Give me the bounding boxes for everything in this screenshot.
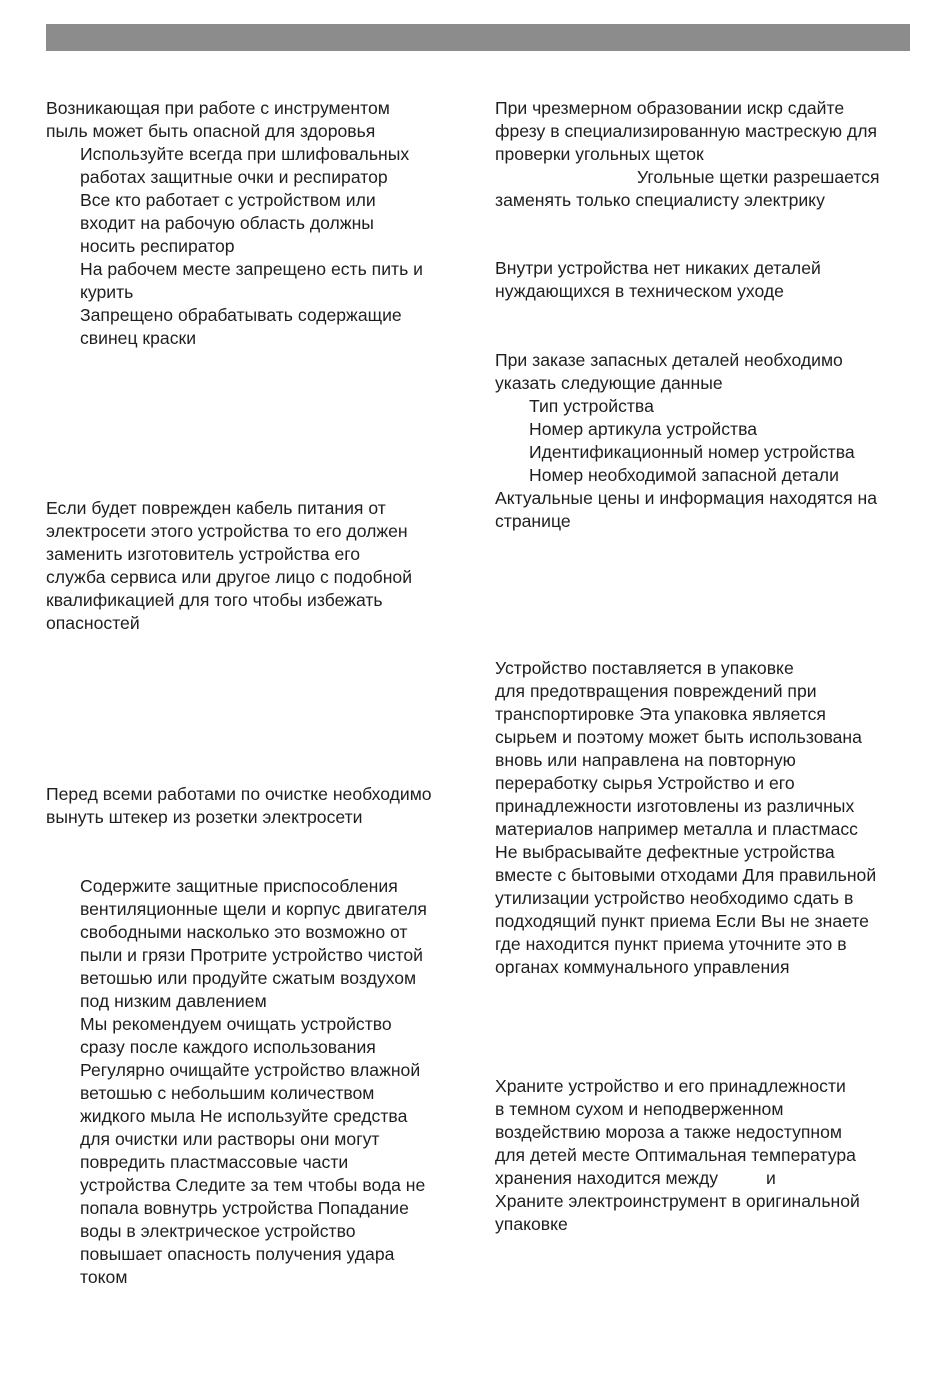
text-line: Храните электроинструмент в оригинальной [495,1191,860,1211]
text-line: электросети этого устройства то его должен [46,521,408,541]
text-line: странице [495,511,571,531]
text-line: транспортировке Эта упаковка является [495,704,826,724]
text-line: Храните устройство и его принадлежности [495,1076,846,1096]
text-line: Устройство поставляется в упаковке [495,658,794,678]
packaging-section [495,657,876,979]
text-line: входит на рабочую область должны [80,213,374,233]
text-line: для очистки или растворы они могут [80,1129,380,1149]
text-line: устройства Следите за тем чтобы вода не [80,1175,426,1195]
text-line: вынуть штекер из розетки электросети [46,807,363,827]
text-line: Мы рекомендуем очищать устройство [80,1014,392,1034]
text-line: органах коммунального управления [495,957,790,977]
text-line: током [80,1267,128,1287]
text-line: При заказе запасных деталей необходимо [495,350,843,370]
text-line: проверки угольных щеток [495,144,704,164]
text-line: сразу после каждого использования [80,1037,376,1057]
maintenance-section [495,257,821,303]
text-line: ветошью или продуйте сжатым воздухом [80,968,417,988]
text-line: нуждающихся в техническом уходе [495,281,784,301]
text-line [495,1167,860,1190]
text-line: подходящий пункт приема Если Вы не знаете [495,911,869,931]
text-line: Если будет поврежден кабель питания от [46,498,386,518]
text-line: в темном сухом и неподверженном [495,1099,784,1119]
spare-parts-section [495,349,877,533]
list-item: Номер артикула устройства [529,419,757,439]
text-line: где находится пункт приема уточните это в [495,934,847,954]
text-line: Угольные щетки разрешается [637,167,880,187]
text-line: На рабочем месте запрещено есть пить и [80,259,423,279]
header-bar [46,24,910,51]
text-line: попала вовнутрь устройства Попадание [80,1198,409,1218]
list-item: Идентификационный номер устройства [529,442,855,462]
text-line: Запрещено обрабатывать содержащие [80,305,402,325]
text-line: Актуальные цены и информация находятся на [495,488,878,508]
text-line: для предотвращения повреждений при [495,681,817,701]
text-line: под низким давлением [80,991,267,1011]
text-line: упаковке [495,1214,568,1234]
text-line: для детей месте Оптимальная температура [495,1145,856,1165]
text-line: воды в электрическое устройство [80,1221,356,1241]
sparks-section [495,97,880,212]
text-line: свободными насколько это возможно от [80,922,408,942]
text-line: Регулярно очищайте устройство влажной [80,1060,421,1080]
text-line: заменить изготовитель устройства его [46,544,361,564]
dust-warning-section [46,97,423,350]
text-line: ветошью с небольшим количеством [80,1083,375,1103]
text-line: служба сервиса или другое лицо с подобной [46,567,413,587]
text-line: Возникающая при работе с инструментом [46,98,390,118]
text-line: курить [80,282,134,302]
text-line: воздействию мороза а также недоступном [495,1122,842,1142]
power-cable-section [46,497,412,635]
text-line: повышает опасность получения удара [80,1244,395,1264]
text-line: повредить пластмассовые части [80,1152,349,1172]
text-line: пыль может быть опасной для здоровья [46,121,376,141]
text-line: переработку сырья Устройство и его [495,773,795,793]
cleaning-section [46,783,432,829]
text-line: пыли и грязи Протрите устройство чистой [80,945,424,965]
text-line: указать следующие данные [495,373,723,393]
list-item: Тип устройства [529,396,654,416]
text-line: вместе с бытовыми отходами Для правильной [495,865,877,885]
storage-temperature-and: и [766,1168,776,1188]
text-line: квалификацией для того чтобы избежать [46,590,383,610]
care-instructions-section [46,875,427,1289]
text-line: сырьем и поэтому может быть использована [495,727,862,747]
text-line: вентиляционные щели и корпус двигателя [80,899,427,919]
storage-section [495,1075,860,1236]
text-line: При чрезмерном образовании искр сдайте [495,98,845,118]
text-line: опасностей [46,613,140,633]
text-line: Все кто работает с устройством или [80,190,376,210]
text-line: Внутри устройства нет никаких деталей [495,258,821,278]
text-line: Используйте всегда при шлифовальных [80,144,410,164]
text-line: жидкого мыла Не используйте средства [80,1106,408,1126]
text-line: утилизации устройство необходимо сдать в [495,888,854,908]
text-line: свинец краски [80,328,197,348]
list-item: Номер необходимой запасной детали [529,465,839,485]
text-line: материалов например металла и пластмасс [495,819,858,839]
text-line: носить респиратор [80,236,235,256]
text-line: Не выбрасывайте дефектные устройства [495,842,835,862]
text-line: Перед всеми работами по очистке необходимо [46,784,432,804]
text-line: принадлежности изготовлены из различных [495,796,855,816]
text-line: заменять только специалисту электрику [495,190,825,210]
text-line: фрезу в специализированную мастрескую для [495,121,877,141]
text-line: Содержите защитные приспособления [80,876,398,896]
text-line: работах защитные очки и респиратор [80,167,388,187]
text-line: вновь или направлена на повторную [495,750,796,770]
storage-temperature-text: хранения находится между [495,1168,719,1188]
